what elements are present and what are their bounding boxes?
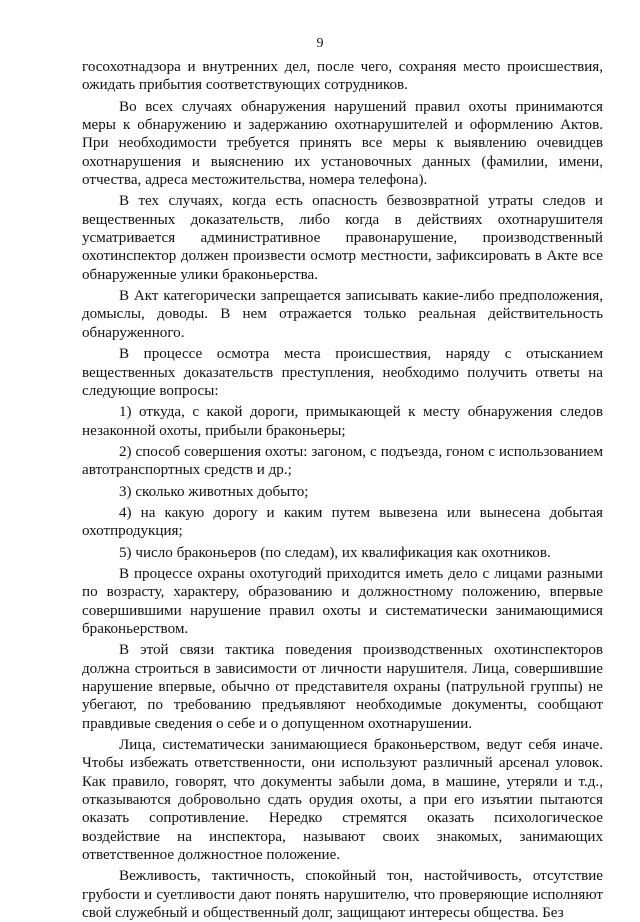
paragraph-tactics: В этой связи тактика поведения производственных охотинспекторов должна строиться в зависимости от личности нарушителя. Лица, совершившие нарушение впервые, обычно от представителя охраны (патрульной группы) не убегают, по требованию предъявляют необходимые документы, сообщают правдивые сведения о себе и о допущенном охотнарушении. (82, 642, 603, 732)
paragraph-persons-types: В процессе охраны охотугодий приходится иметь дело с лицами разными по возрасту, характеру, образованию и должностному положению, впервые совершившими нарушение правил охоты и систематически занимающимися браконьерством. (82, 565, 603, 637)
page-number: 9 (316, 36, 324, 51)
paragraph-politeness: Вежливость, тактичность, спокойный тон, настойчивость, отсутствие грубости и суетливости дают понять нарушителю, что проверяющие исполняют свой служебный и общественный долг, защищают интересы общества. Без (82, 868, 603, 922)
paragraph-inspection-questions: В процессе осмотра места происшествия, наряду с отысканием вещественных доказательств преступления, необходимо получить ответы на следующие вопросы: (82, 346, 603, 399)
list-item-4: 4) на какую дорогу и каким путем вывезена или вынесена добытая охотпродукция; (82, 504, 603, 540)
paragraph-evidence-loss: В тех случаях, когда есть опасность безвозвратной утраты следов и вещественных доказательств, либо когда в действиях охотнарушителя усматривается административное правонарушение, производственный охотинспектор должен произвести осмотр местности, зафиксировать в Акте все обнаруженные улики браконьерства. (82, 193, 603, 283)
list-item-5: 5) число браконьеров (по следам), их квалификация как охотников. (119, 544, 551, 561)
paragraph-continuation: госохотнадзора и внутренних дел, после чего, сохраняя место происшествия, ожидать прибытия соответствующих сотрудников. (82, 59, 603, 94)
paragraph-systematic-poachers: Лица, систематически занимающиеся браконьерством, ведут себя иначе. Чтобы избежать ответственности, они используют различный арсенал уловок. Как правило, говорят, что документы забыли дома, в машине, утеряли и т.д., отказываются добровольно сдать орудия охоты, а при его изъятии пытаются оказать сопротивление. Нередко стремятся оказать психологическое воздействие на инспектора, называют своих знакомых, занимающих ответственное должностное положение. (82, 737, 603, 864)
list-item-1: 1) откуда, с какой дороги, примыкающей к месту обнаружения следов незаконной охоты, прибыли браконьеры; (82, 404, 603, 439)
list-item-2: 2) способ совершения охоты: загоном, с подъезда, гоном с использованием автотранспортных средств и др.; (82, 443, 603, 479)
document-body (82, 58, 603, 922)
paragraph-act-prohibitions: В Акт категорически запрещается записывать какие-либо предположения, домыслы, доводы. В нем отражается только реальная действительность обнаруженного. (82, 288, 603, 341)
list-item-3: 3) сколько животных добыто; (119, 483, 309, 500)
paragraph-violations-measures: Во всех случаях обнаружения нарушений правил охоты принимаются меры к обнаружению и задержанию охотнарушителей и оформлению Актов. При необходимости требуется принять все меры к выявлению очевидцев охотнарушения и выяснению их установочных данных (фамилии, имени, отчества, адреса местожительства, номера телефона). (82, 98, 603, 189)
